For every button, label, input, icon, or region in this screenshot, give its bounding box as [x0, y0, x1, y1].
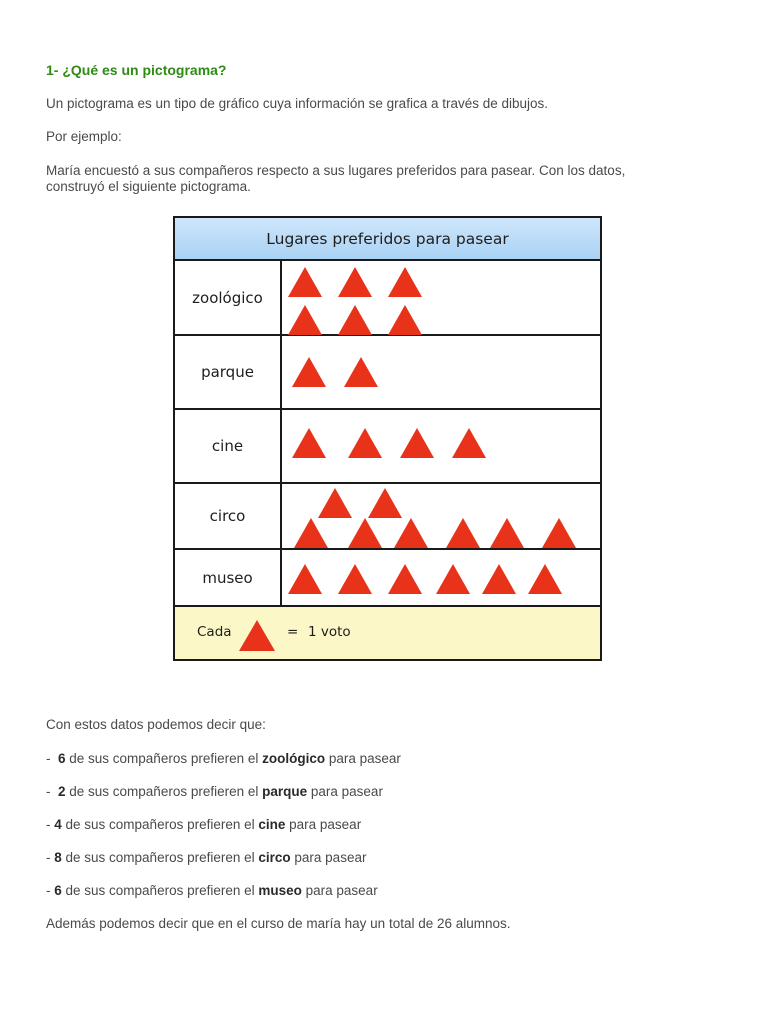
triangle-icon — [292, 357, 326, 387]
finding-suffix: para pasear — [290, 850, 367, 865]
finding-place: parque — [262, 784, 308, 799]
triangle-icon — [344, 357, 378, 387]
finding-suffix: para pasear — [325, 751, 401, 766]
triangle-icon — [482, 564, 516, 594]
row-icons — [284, 484, 600, 548]
finding-prefix: - — [46, 784, 58, 799]
triangle-icon — [368, 488, 402, 518]
row-label: museo — [175, 550, 282, 605]
finding-item — [46, 816, 361, 833]
legend-value: 1 voto — [308, 624, 351, 640]
finding-number: 2 — [58, 784, 66, 799]
finding-item — [46, 783, 383, 800]
finding-place: zoológico — [262, 751, 326, 766]
section-heading: 1- ¿Qué es un pictograma? — [46, 62, 227, 78]
legend-cada: Cada — [197, 624, 232, 640]
triangle-icon — [338, 267, 372, 297]
pictogram-row-circo — [175, 484, 600, 550]
row-label: zoológico — [175, 261, 282, 334]
row-label: circo — [175, 484, 282, 548]
triangle-icon — [338, 564, 372, 594]
triangle-icon — [446, 518, 480, 548]
triangle-icon — [452, 428, 486, 458]
triangle-icon — [542, 518, 576, 548]
total-text: Además podemos decir que en el curso de maría hay un total de 26 alumnos. — [46, 916, 511, 931]
finding-prefix: - — [46, 850, 55, 865]
finding-item — [46, 750, 401, 767]
finding-middle: de sus compañeros prefieren el — [65, 784, 263, 799]
finding-middle: de sus compañeros prefieren el — [61, 883, 259, 898]
triangle-icon — [348, 518, 382, 548]
scenario-text-line2: construyó el siguiente pictograma. — [46, 179, 251, 194]
row-icons — [284, 410, 600, 482]
pictogram-legend — [175, 607, 600, 659]
row-label: cine — [175, 410, 282, 482]
pictogram-row-cine — [175, 410, 600, 484]
finding-place: museo — [258, 883, 302, 898]
triangle-icon — [288, 305, 322, 335]
triangle-icon — [348, 428, 382, 458]
finding-middle: de sus compañeros prefieren el — [65, 751, 263, 766]
finding-place: cine — [258, 817, 286, 832]
row-label: parque — [175, 336, 282, 408]
pictogram-row-museo — [175, 550, 600, 607]
triangle-icon — [528, 564, 562, 594]
triangle-icon — [400, 428, 434, 458]
finding-number: 6 — [54, 883, 62, 898]
row-icons — [284, 336, 600, 408]
triangle-icon — [288, 564, 322, 594]
triangle-icon — [394, 518, 428, 548]
triangle-icon — [294, 518, 328, 548]
triangle-icon — [436, 564, 470, 594]
pictogram — [173, 216, 602, 661]
triangle-icon — [338, 305, 372, 335]
finding-suffix: para pasear — [285, 817, 362, 832]
finding-number: 8 — [54, 850, 62, 865]
legend-equals: = — [287, 624, 299, 640]
row-icons — [284, 550, 600, 605]
triangle-icon — [318, 488, 352, 518]
pictogram-row-parque — [175, 336, 600, 410]
triangle-icon — [292, 428, 326, 458]
finding-item — [46, 882, 378, 899]
row-icons — [284, 261, 600, 334]
pictogram-title: Lugares preferidos para pasear — [175, 218, 600, 261]
finding-item — [46, 849, 366, 866]
finding-middle: de sus compañeros prefieren el — [61, 850, 259, 865]
example-intro: Por ejemplo: — [46, 129, 122, 144]
finding-prefix: - — [46, 817, 55, 832]
finding-prefix: - — [46, 751, 58, 766]
finding-suffix: para pasear — [301, 883, 378, 898]
triangle-icon — [239, 620, 275, 651]
triangle-icon — [490, 518, 524, 548]
scenario-text-line1: María encuestó a sus compañeros respecto a sus lugares preferidos para pasear. Con los datos, — [46, 163, 626, 178]
finding-middle: de sus compañeros prefieren el — [61, 817, 259, 832]
triangle-icon — [388, 267, 422, 297]
triangle-icon — [288, 267, 322, 297]
finding-number: 4 — [54, 817, 62, 832]
conclusion-intro: Con estos datos podemos decir que: — [46, 717, 266, 732]
finding-suffix: para pasear — [307, 784, 383, 799]
triangle-icon — [388, 564, 422, 594]
finding-prefix: - — [46, 883, 55, 898]
finding-place: circo — [258, 850, 291, 865]
finding-number: 6 — [58, 751, 66, 766]
triangle-icon — [388, 305, 422, 335]
definition-text: Un pictograma es un tipo de gráfico cuya información se grafica a través de dibujos. — [46, 96, 549, 111]
pictogram-row-zoologico — [175, 261, 600, 336]
